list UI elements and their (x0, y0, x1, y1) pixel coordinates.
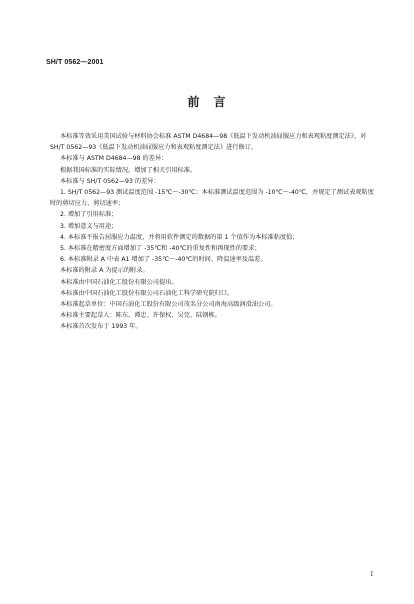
paragraph: 本标准等效采用美国试验与材料协会标准 ASTM D4684—98《低温下发动机油屈服应力和表观粘度测定法》，对 SH/T 0562—93《低温下发动机油屈服应力和表观粘度测定法》进行修订。 (50, 133, 367, 152)
page-title: 前 言 (187, 95, 227, 109)
paragraph: 本标准由中国石油化工股份有限公司提出。 (60, 278, 178, 286)
paragraph: 3. 增加意义与用途； (60, 222, 118, 230)
paragraph: 根据我国标准的实际情况，增加了相关引用标准。 (60, 166, 197, 174)
standard-code: SH/T 0562—2001 (46, 59, 104, 66)
paragraph: 1. SH/T 0562—93 测试温度范围 -15℃～-30℃；本标准测试温度范围为 -10℃～-40℃，并规定了测试表观粘度时的剪切应力、剪切速率； (50, 189, 374, 208)
paragraph: 本标准与 ASTM D4684—98 的差异： (60, 155, 168, 163)
paragraph: 本标准主要起草人：陈东、谭忠、许保权、吴莞、陆钢栋。 (60, 312, 221, 320)
paragraph: 5. 本标准在精密度方面增加了 -35℃和 -40℃的重复性和再现性的要求； (60, 245, 261, 253)
paragraph: 本标准起草单位：中国石油化工股份有限公司茂名分公司南海高级润滑油公司。 (60, 301, 277, 309)
document-body (50, 131, 378, 333)
paragraph: 本标准与 SH/T 0562—93 的差异： (60, 177, 160, 185)
paragraph: 本标准由中国石油化工股份有限公司石油化工科学研究院归口。 (60, 289, 234, 297)
paragraph: 6. 本标准附录 A 中表 A1 增加了 -35℃～-40℃的时间、降温速率及温差。 (60, 256, 267, 264)
paragraph: 本标准首次发布于 1993 年。 (60, 323, 142, 331)
paragraph: 本标准的附录 A 为提示的附录。 (60, 267, 149, 275)
page-number: 1 (370, 570, 374, 578)
paragraph: 2. 增加了引用标准； (60, 211, 118, 219)
paragraph: 4. 本标准不报告屈服应力温度，并将用软件测定的数据的第 1 个值作为本标准粘度值； (60, 233, 299, 241)
